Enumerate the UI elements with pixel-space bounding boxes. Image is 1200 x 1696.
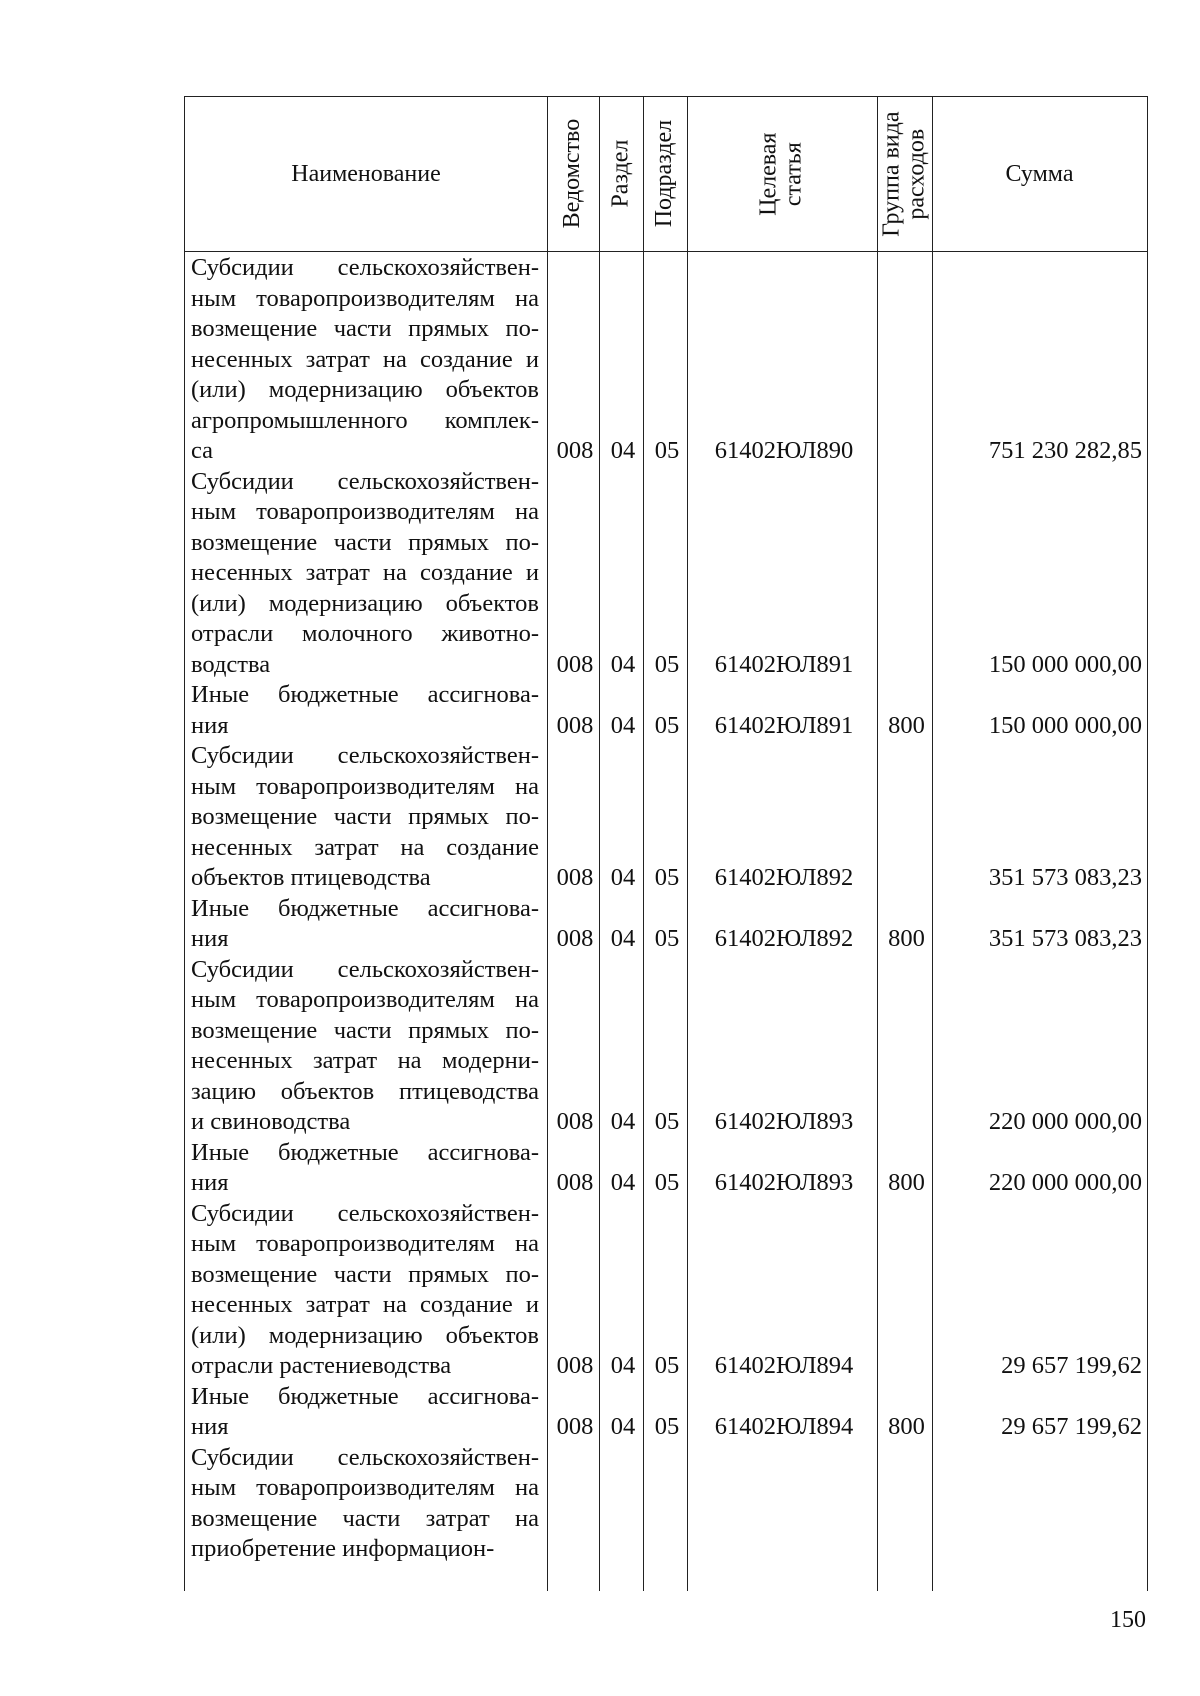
row-name-line: водства bbox=[191, 650, 271, 678]
header-celevaya-line2: статья bbox=[780, 142, 807, 206]
row-gruppa: 800 bbox=[888, 711, 925, 739]
row-podrazdel: 05 bbox=[654, 711, 680, 739]
header-razdel bbox=[599, 97, 643, 251]
row-name-line: возмещение части прямых по- bbox=[191, 528, 539, 556]
row-razdel: 04 bbox=[610, 650, 636, 678]
row-celevaya: 61402ЮЛ894 bbox=[714, 1413, 854, 1440]
row-name-line: ным товаропроизводителям на bbox=[191, 1230, 539, 1257]
row-name-line: возмещение части прямых по- bbox=[191, 1260, 539, 1288]
header-name-label: Наименование bbox=[291, 160, 441, 187]
row-name bbox=[191, 1443, 539, 1565]
page-number: 150 bbox=[1110, 1607, 1146, 1633]
row-celevaya: 61402ЮЛ892 bbox=[714, 925, 854, 952]
header-celevaya-line1: Целевая bbox=[755, 132, 782, 216]
row-name-line: (или) модернизацию объектов bbox=[191, 589, 539, 617]
header-podrazdel-label: Подраздел bbox=[651, 120, 678, 228]
row-name-line: возмещение части прямых по- bbox=[191, 803, 539, 830]
row-name-line: (или) модернизацию объектов bbox=[191, 1321, 539, 1349]
header-celevaya bbox=[687, 97, 877, 251]
row-vedomstvo: 008 bbox=[556, 711, 594, 739]
row-name-line: несенных затрат на создание bbox=[191, 833, 539, 861]
row-celevaya: 61402ЮЛ891 bbox=[714, 711, 854, 739]
row-name-line: отрасли растениеводства bbox=[191, 1352, 452, 1379]
row-name-line: ным товаропроизводителям на bbox=[191, 498, 539, 525]
header-vedomstvo-label: Ведомство bbox=[559, 119, 586, 229]
header-gruppa-label bbox=[879, 111, 929, 236]
header-razdel-label: Раздел bbox=[607, 140, 634, 208]
row-vedomstvo: 008 bbox=[556, 650, 594, 678]
row-name-line: несенных затрат на создание и bbox=[191, 559, 539, 586]
row-summa: 150 000 000,00 bbox=[988, 711, 1142, 739]
row-razdel: 04 bbox=[610, 711, 636, 739]
row-name-line: возмещение части затрат на bbox=[191, 1504, 539, 1532]
row-vedomstvo: 008 bbox=[556, 864, 594, 891]
row-vedomstvo: 008 bbox=[556, 925, 594, 952]
header-celevaya-label bbox=[757, 132, 807, 215]
row-podrazdel: 05 bbox=[654, 1352, 680, 1379]
row-name-line: са bbox=[191, 437, 214, 464]
row-name-line: Иные бюджетные ассигнова- bbox=[191, 1138, 539, 1166]
row-razdel: 04 bbox=[610, 1352, 636, 1379]
header-podrazdel bbox=[643, 97, 687, 251]
row-podrazdel: 05 bbox=[654, 650, 680, 678]
row-name-line: объектов птицеводства bbox=[191, 864, 431, 891]
row-podrazdel: 05 bbox=[654, 864, 680, 891]
row-summa: 150 000 000,00 bbox=[988, 650, 1142, 678]
row-name-line: возмещение части прямых по- bbox=[191, 1016, 539, 1044]
row-name bbox=[191, 1382, 539, 1443]
row-name-line: приобретение информацион- bbox=[191, 1535, 495, 1562]
row-razdel: 04 bbox=[610, 925, 636, 952]
row-vedomstvo: 008 bbox=[556, 1413, 594, 1440]
row-name bbox=[191, 253, 539, 467]
row-name-line: возмещение части прямых по- bbox=[191, 315, 539, 342]
row-celevaya: 61402ЮЛ891 bbox=[714, 650, 854, 678]
row-name bbox=[191, 894, 539, 955]
row-podrazdel: 05 bbox=[654, 1108, 680, 1135]
row-celevaya: 61402ЮЛ892 bbox=[714, 864, 854, 891]
row-name-line: Иные бюджетные ассигнова- bbox=[191, 681, 539, 708]
row-name-line: Субсидии сельскохозяйствен- bbox=[191, 254, 539, 281]
row-name-line: агропромышленного комплек- bbox=[191, 406, 539, 434]
row-name-line: Субсидии сельскохозяйствен- bbox=[191, 742, 539, 769]
row-name-line: ным товаропроизводителям на bbox=[191, 772, 539, 800]
row-name-line: ным товаропроизводителям на bbox=[191, 986, 539, 1013]
row-name bbox=[191, 1138, 539, 1199]
row-vedomstvo: 008 bbox=[556, 1108, 594, 1135]
row-summa: 351 573 083,23 bbox=[988, 864, 1142, 891]
row-podrazdel: 05 bbox=[654, 1413, 680, 1440]
row-razdel: 04 bbox=[610, 1413, 636, 1440]
row-name-line: ным товаропроизводителям на bbox=[191, 1474, 539, 1501]
row-vedomstvo: 008 bbox=[556, 1352, 594, 1379]
row-name bbox=[191, 467, 539, 681]
row-name-line: ния bbox=[191, 711, 229, 739]
row-vedomstvo: 008 bbox=[556, 437, 594, 464]
row-name-line: несенных затрат на модерни- bbox=[191, 1047, 539, 1074]
row-name-line: зацию объектов птицеводства bbox=[191, 1077, 539, 1105]
row-name-line: ния bbox=[191, 1413, 229, 1440]
row-summa: 220 000 000,00 bbox=[988, 1169, 1142, 1196]
row-name-line: ния bbox=[191, 925, 229, 952]
row-name bbox=[191, 680, 539, 741]
header-summa bbox=[932, 97, 1147, 251]
row-name-line: отрасли молочного животно- bbox=[191, 620, 539, 647]
row-summa: 29 657 199,62 bbox=[1001, 1352, 1142, 1379]
row-razdel: 04 bbox=[610, 437, 636, 464]
column-divider bbox=[547, 97, 548, 1591]
header-gruppa-line1: Группа вида bbox=[878, 111, 905, 237]
row-gruppa: 800 bbox=[888, 1169, 925, 1196]
row-name-line: Субсидии сельскохозяйствен- bbox=[191, 955, 539, 983]
row-podrazdel: 05 bbox=[654, 925, 680, 952]
row-name-line: (или) модернизацию объектов bbox=[191, 376, 539, 403]
row-name bbox=[191, 955, 539, 1138]
budget-table bbox=[184, 96, 1148, 1591]
row-podrazdel: 05 bbox=[654, 1169, 680, 1196]
row-gruppa: 800 bbox=[888, 925, 925, 952]
header-divider bbox=[185, 251, 1147, 252]
header-name bbox=[185, 97, 547, 251]
row-razdel: 04 bbox=[610, 1108, 636, 1135]
row-razdel: 04 bbox=[610, 864, 636, 891]
row-name-line: Иные бюджетные ассигнова- bbox=[191, 894, 539, 922]
row-celevaya: 61402ЮЛ893 bbox=[714, 1169, 854, 1196]
row-summa: 351 573 083,23 bbox=[988, 925, 1142, 952]
row-name-line: ным товаропроизводителям на bbox=[191, 284, 539, 312]
row-summa: 29 657 199,62 bbox=[1001, 1413, 1142, 1440]
header-gruppa bbox=[877, 97, 932, 251]
row-celevaya: 61402ЮЛ893 bbox=[714, 1108, 854, 1135]
row-name-line: и свиноводства bbox=[191, 1108, 351, 1135]
row-name-line: Иные бюджетные ассигнова- bbox=[191, 1382, 539, 1410]
row-celevaya: 61402ЮЛ894 bbox=[714, 1352, 854, 1379]
row-gruppa: 800 bbox=[888, 1413, 925, 1440]
row-razdel: 04 bbox=[610, 1169, 636, 1196]
row-name-line: несенных затрат на создание и bbox=[191, 345, 539, 373]
header-vedomstvo bbox=[547, 97, 599, 251]
row-name-line: Субсидии сельскохозяйствен- bbox=[191, 1199, 539, 1227]
row-celevaya: 61402ЮЛ890 bbox=[714, 437, 854, 464]
header-summa-label: Сумма bbox=[1005, 160, 1074, 187]
row-podrazdel: 05 bbox=[654, 437, 680, 464]
row-summa: 751 230 282,85 bbox=[988, 437, 1142, 464]
row-name-line: ния bbox=[191, 1169, 229, 1196]
column-divider bbox=[932, 97, 933, 1591]
header-gruppa-line2: расходов bbox=[903, 128, 930, 220]
row-name-line: несенных затрат на создание и bbox=[191, 1291, 539, 1318]
row-name bbox=[191, 1199, 539, 1382]
row-name-line: Субсидии сельскохозяйствен- bbox=[191, 467, 539, 495]
row-name bbox=[191, 741, 539, 894]
row-name-line: Субсидии сельскохозяйствен- bbox=[191, 1443, 539, 1471]
row-summa: 220 000 000,00 bbox=[988, 1108, 1142, 1135]
row-vedomstvo: 008 bbox=[556, 1169, 594, 1196]
